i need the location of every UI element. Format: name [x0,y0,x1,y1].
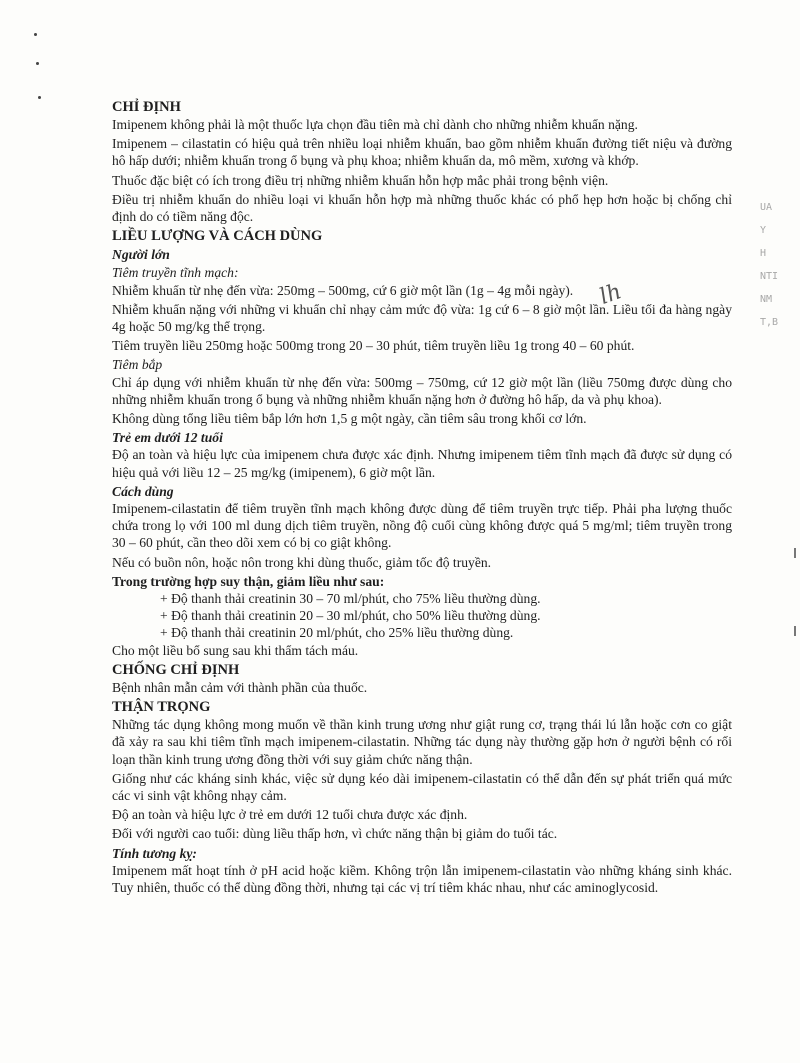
scan-speck [34,33,37,36]
paragraph: Điều trị nhiễm khuẩn do nhiều loại vi khuẩn hỗn hợp mà những thuốc khác có phổ hẹp hơn hoặc bị chống chỉ định do có tiềm năng độc. [112,191,732,225]
paragraph: Độ an toàn và hiệu lực ở trẻ em dưới 12 tuổi chưa được xác định. [112,807,468,823]
paragraph: Imipenem – cilastatin có hiệu quả trên nhiều loại nhiễm khuẩn, bao gồm nhiễm khuẩn đường tiết niệu và đường hô hấp dưới; nhiễm khuẩn trong ổ bụng và phụ khoa; nhiễm khuẩn da, mô mềm, xương và khớp. [112,136,732,169]
edge-mark [794,626,796,636]
section-heading-chi-dinh: CHỈ ĐỊNH [112,99,181,115]
paragraph: Độ an toàn và hiệu lực của imipenem chưa được xác định. Nhưng imipenem tiêm tĩnh mạch đã được sử dụng có hiệu quả với liều 12 – 25 mg/kg (imipenem), 6 giờ một lần. [112,447,732,480]
paragraph: Imipenem không phải là một thuốc lựa chọn đầu tiên mà chỉ dành cho những nhiễm khuẩn nặng. [112,117,638,132]
margin-stamp [760,196,798,334]
subheading-tre-em: Trẻ em dưới 12 tuổi [112,430,223,446]
paragraph: Giống như các kháng sinh khác, việc sử dụng kéo dài imipenem-cilastatin có thể dẫn đến sự phát triển quá mức các vi sinh vật không nhạy cảm. [112,770,732,803]
stamp-text: T,B [760,317,779,328]
subheading-tiem-truyen: Tiêm truyền tĩnh mạch: [112,265,239,281]
subheading-tuong-ky: Tính tương kỵ: [112,845,197,861]
paragraph: Không dùng tổng liều tiêm bắp lớn hơn 1,5 g một ngày, cần tiêm sâu trong khối cơ lớn. [112,411,587,427]
paragraph: Imipenem-cilastatin để tiêm truyền tĩnh mạch không được dùng để tiêm truyền trực tiếp. Phải pha lượng thuốc chứa trong lọ với 100 ml dung dịch tiêm truyền, nồng độ cuối cùng không được quá 5 mg/ml; tiêm truyền trong 30 – 60 phút, cần theo dõi xem có bị co giật không. [112,501,732,551]
list-item: + Độ thanh thải creatinin 20 ml/phút, cho 25% liều thường dùng. [160,625,514,641]
paragraph: Nhiễm khuẩn từ nhẹ đến vừa: 250mg – 500mg, cứ 6 giờ một lần (1g – 4g mỗi ngày). [112,282,574,298]
paragraph: Chỉ áp dụng với nhiễm khuẩn từ nhẹ đến vừa: 500mg – 750mg, cứ 12 giờ một lần (liều 750mg được dùng cho những nhiễm khuẩn trong ổ bụng và những nhiễm khuẩn nặng hơn ở đường hô hấp, da và phụ khoa). [112,374,732,407]
handwritten-initials: lh [596,279,625,310]
paragraph: Cho một liều bổ sung sau khi thẩm tách máu. [112,642,359,658]
stamp-text: H [760,248,767,259]
subheading-suy-than: Trong trường hợp suy thận, giảm liều như sau: [112,573,385,589]
paragraph: Nếu có buồn nôn, hoặc nôn trong khi dùng thuốc, giảm tốc độ truyền. [112,554,492,570]
stamp-text: NM [760,294,773,305]
paragraph: Nhiễm khuẩn nặng với những vi khuẩn chỉ nhạy cảm mức độ vừa: 1g cứ 6 – 8 giờ một lần. Liều tối đa hàng ngày 4g hoặc 50 mg/kg thể trọng. [112,301,732,335]
stamp-text: NTI [760,271,779,282]
section-heading-than-trong: THẬN TRỌNG [112,699,211,716]
stamp-text: UA [760,202,773,213]
paragraph: Thuốc đặc biệt có ích trong điều trị những nhiễm khuẩn hỗn hợp mắc phải trong bệnh viện. [112,172,609,188]
paragraph: Những tác dụng không mong muốn về thần kinh trung ương như giật rung cơ, trạng thái lú lẫn hoặc cơn co giật đã xảy ra sau khi tiêm tĩnh mạch imipenem-cilastatin. Những tác dụng này thường gặp hơn ở người bệnh có rối loạn thần kinh trung ương đồng thời với suy giảm chức năng thận. [112,717,732,767]
edge-mark [794,548,796,558]
subheading-tiem-bap: Tiêm bắp [112,357,163,373]
paragraph: Imipenem mất hoạt tính ở pH acid hoặc kiềm. Không trộn lẫn imipenem-cilastatin vào những kháng sinh khác. Tuy nhiên, thuốc có thể dùng đồng thời, nhưng tại các vị trí tiêm khác nhau, như các aminoglycosid. [112,862,732,895]
paragraph: Đối với người cao tuổi: dùng liều thấp hơn, vì chức năng thận bị giảm do tuổi tác. [112,826,558,842]
subheading-cach-dung: Cách dùng [112,483,174,499]
section-heading-lieu-luong: LIỀU LƯỢNG VÀ CÁCH DÙNG [112,228,323,245]
list-item: + Độ thanh thải creatinin 20 – 30 ml/phút, cho 50% liều thường dùng. [160,608,541,624]
paragraph: Bệnh nhân mẫn cảm với thành phần của thuốc. [112,679,368,695]
scan-speck [36,62,39,65]
scan-speck [38,96,41,99]
stamp-text: Y [760,225,767,236]
paragraph: Tiêm truyền liều 250mg hoặc 500mg trong 20 – 30 phút, tiêm truyền liều 1g trong 40 – 60 phút. [112,338,635,354]
list-item: + Độ thanh thải creatinin 30 – 70 ml/phút, cho 75% liều thường dùng. [160,591,541,607]
subheading-nguoi-lon: Người lớn [112,247,170,263]
section-heading-chong-chi-dinh: CHỐNG CHỈ ĐỊNH [112,661,240,678]
document-body [112,96,732,898]
